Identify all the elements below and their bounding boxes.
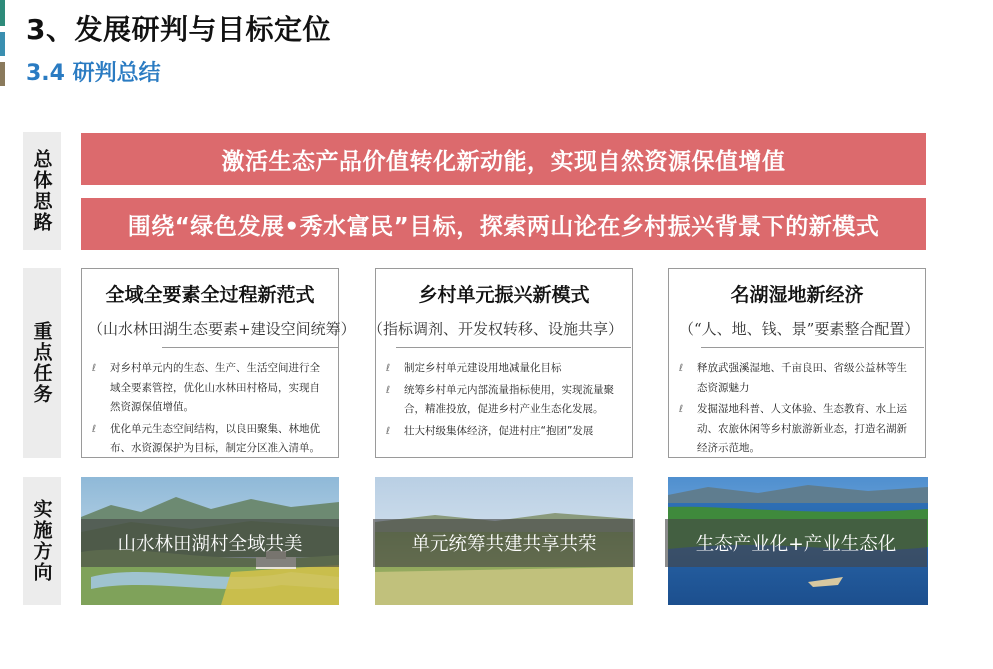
list-item: [92, 420, 330, 459]
section-subtitle: 3.4 研判总结: [26, 61, 161, 86]
row-label-key-tasks: [23, 268, 61, 458]
list-item: [386, 359, 624, 379]
accent-bar-brown: [0, 62, 5, 86]
row-label-direction: [23, 477, 61, 605]
list-item: [92, 359, 330, 418]
bullet-icon: ℓ: [386, 384, 391, 396]
row-label-key-tasks-text: 重点任务: [30, 321, 53, 405]
task-card-whole-domain: [81, 268, 356, 458]
list-item: [386, 381, 624, 420]
bullet-icon: ℓ: [92, 363, 97, 374]
card-bullet-list: [679, 359, 917, 461]
bullet-icon: ℓ: [679, 404, 684, 415]
card-subtitle: （山水林田湖生态要素+建设空间统筹）: [88, 320, 356, 338]
bullet-text: 对乡村单元内的生态、生产、生活空间进行全域全要素管控，优化山水林田村格局，实现自然资源保值增值。: [110, 362, 320, 413]
card-divider: [701, 347, 924, 348]
row-label-overall: [23, 132, 61, 250]
bullet-icon: ℓ: [679, 363, 684, 374]
bullet-icon: ℓ: [386, 425, 391, 437]
card-title: 乡村单元振兴新模式: [418, 284, 590, 306]
photo-caption-wetland: 生态产业化+产业生态化: [665, 519, 927, 567]
list-item: [386, 422, 624, 442]
banner-primary-goal: 激活生态产品价值转化新动能，实现自然资源保值增值: [81, 133, 926, 185]
page-title: 3、发展研判与目标定位: [26, 13, 331, 46]
bullet-text: 释放武强溪湿地、千亩良田、省级公益林等生态资源魅力: [697, 362, 907, 394]
accent-bar-blue: [0, 32, 5, 56]
bullet-icon: ℓ: [386, 363, 391, 374]
card-divider: [162, 347, 339, 348]
row-label-direction-text: 实施方向: [30, 499, 53, 583]
card-bullet-list: [92, 359, 330, 461]
list-item: [679, 400, 917, 459]
task-card-wetland-economy: [668, 268, 926, 458]
photo-caption-wheat-field: 单元统筹共建共享共荣: [373, 519, 635, 567]
card-subtitle: （指标调剂、开发权转移、设施共享）: [368, 320, 624, 338]
bullet-text: 制定乡村单元建设用地减量化目标: [404, 362, 562, 374]
bullet-text: 壮大村级集体经济，促进村庄“抱团”发展: [404, 424, 594, 437]
photo-caption-landscape: 山水林田湖村全域共美: [81, 519, 339, 567]
card-subtitle: （“人、地、钱、景”要素整合配置）: [679, 320, 920, 338]
bullet-icon: ℓ: [92, 423, 97, 435]
list-item: [679, 359, 917, 398]
row-label-overall-text: 总体思路: [30, 149, 53, 233]
bullet-text: 统筹乡村单元内部流量指标使用，实现流量聚合，精准投放，促进乡村产业生态化发展。: [404, 383, 614, 415]
card-title: 名湖湿地新经济: [730, 284, 864, 306]
banner-secondary-goal: 围绕“绿色发展•秀水富民”目标，探索两山论在乡村振兴背景下的新模式: [81, 198, 926, 250]
accent-bar-teal: [0, 0, 5, 26]
bullet-text: 优化单元生态空间结构，以良田聚集、林地优布、水资源保护为目标，制定分区准入清单。: [110, 422, 320, 454]
task-card-rural-unit: [368, 268, 633, 458]
card-divider: [396, 347, 631, 348]
bullet-text: 发掘湿地科普、人文体验、生态教育、水上运动、农旅休闲等乡村旅游新业态，打造名湖新经济示范地。: [697, 403, 907, 454]
card-title: 全域全要素全过程新范式: [105, 284, 315, 306]
card-bullet-list: [386, 359, 624, 443]
